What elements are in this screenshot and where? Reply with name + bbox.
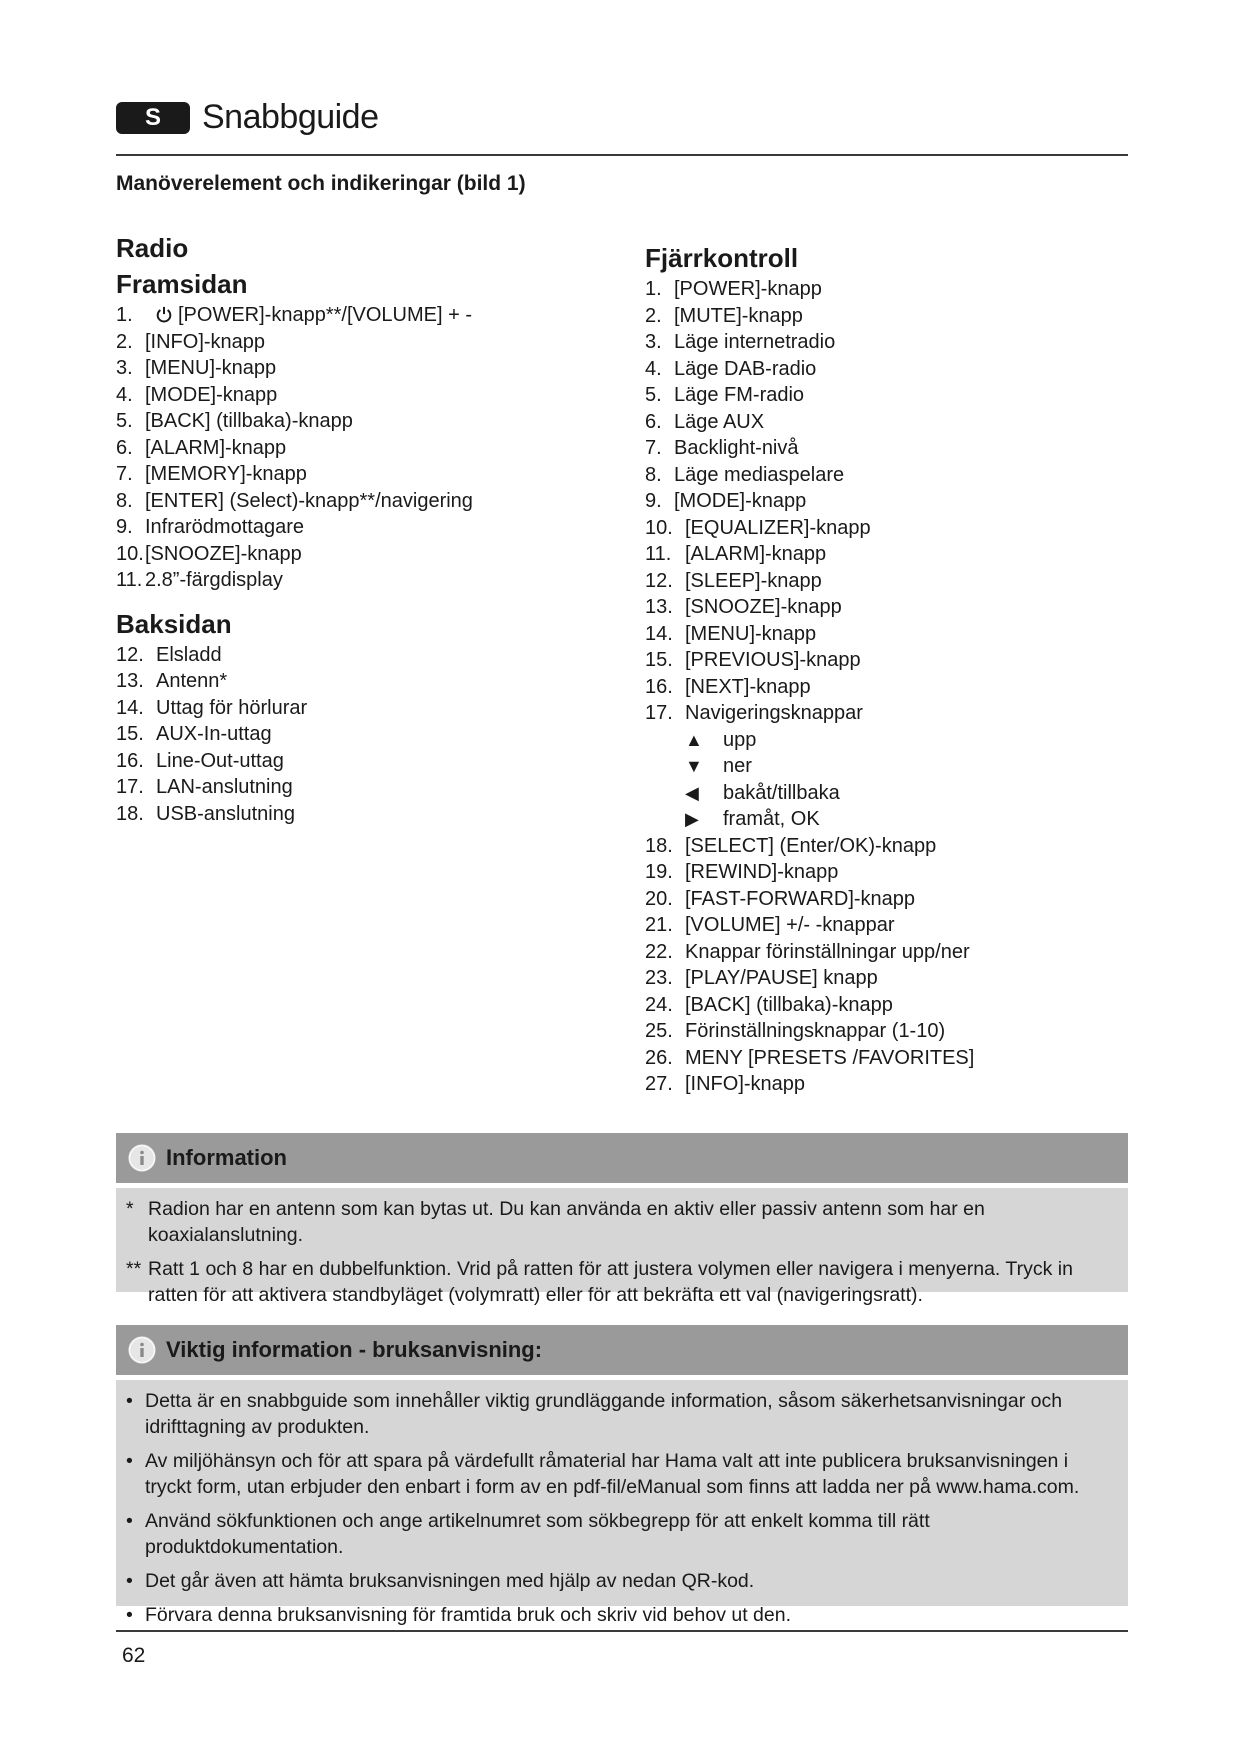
item-label: Knappar förinställningar upp/ner	[685, 940, 970, 963]
item-label: Läge DAB-radio	[674, 357, 817, 380]
item-label: Läge AUX	[674, 410, 765, 433]
page-title: Snabbguide	[202, 98, 379, 136]
list-item	[116, 695, 616, 722]
item-number: 7.	[116, 463, 133, 485]
list-item	[645, 1018, 1125, 1045]
item-number: 2.	[645, 304, 662, 327]
remote-column	[645, 240, 1125, 1098]
item-label: Antenn*	[156, 670, 228, 692]
item-label: [PLAY/PAUSE] knapp	[685, 967, 878, 989]
item-label: [SELECT] (Enter/OK)-knapp	[685, 834, 937, 857]
nav-key-item	[685, 753, 1125, 780]
item-number: 22.	[645, 940, 673, 963]
item-number: 24.	[645, 993, 673, 1016]
item-label: [PREVIOUS]-knapp	[685, 649, 861, 671]
item-number: 12.	[116, 643, 144, 666]
arrow-icon: ▲	[685, 729, 703, 750]
front-list-rest	[116, 329, 616, 594]
note-mark: **	[126, 1258, 142, 1280]
bullet-dot: •	[126, 1510, 133, 1532]
item-label: Infrarödmottagare	[145, 516, 304, 538]
list-item	[645, 435, 1125, 462]
list-item	[645, 886, 1125, 913]
item-label: [BACK] (tillbaka)-knapp	[145, 410, 353, 432]
item-number: 1.	[645, 278, 662, 300]
bullet-dot: •	[126, 1450, 133, 1472]
list-item	[116, 748, 616, 775]
list-item	[645, 568, 1125, 595]
note-text: Ratt 1 och 8 har en dubbelfunktion. Vrid på ratten för att justera volymen eller navigera i menyerna. Tryck in ratten för att aktivera standbyläget (volymratt) eller för att bekräfta ett val (navigeringsratt).	[148, 1258, 1073, 1306]
list-item	[116, 461, 616, 488]
item-label: [SLEEP]-knapp	[685, 569, 822, 592]
note-mark: *	[126, 1198, 134, 1220]
item-label: [POWER]-knapp	[674, 278, 822, 300]
item-number: 15.	[645, 649, 673, 671]
arrow-icon: ◀	[685, 782, 699, 803]
item-label: [NEXT]-knapp	[685, 675, 811, 698]
list-item	[645, 859, 1125, 886]
bullet-text: Det går även att hämta bruksanvisningen med hjälp av nedan QR-kod.	[145, 1570, 755, 1592]
list-item	[645, 409, 1125, 436]
item-label: Läge FM-radio	[674, 384, 805, 406]
item-number: 6.	[645, 410, 662, 433]
nav-key-item	[685, 806, 1125, 833]
item-number: 8.	[645, 463, 662, 486]
remote-list-b	[645, 515, 1125, 727]
item-label: Förinställningsknappar (1-10)	[685, 1020, 946, 1042]
item-label: LAN-anslutning	[156, 776, 293, 798]
list-item	[645, 488, 1125, 515]
item-number: 23.	[645, 967, 673, 989]
item-label: [MENU]-knapp	[145, 357, 277, 379]
item-number: 7.	[645, 437, 662, 459]
item-label: [POWER]-knapp**/[VOLUME] + -	[178, 304, 472, 326]
list-item	[116, 302, 616, 329]
info-box-header	[116, 1133, 1128, 1183]
item-label: [ALARM]-knapp	[685, 543, 827, 565]
nav-key-label: ner	[723, 755, 752, 777]
list-item	[645, 621, 1125, 648]
list-item	[645, 303, 1125, 330]
item-label: [MODE]-knapp	[674, 490, 807, 512]
item-number: 17.	[645, 702, 673, 724]
list-item	[645, 833, 1125, 860]
list-item	[645, 912, 1125, 939]
list-item	[645, 594, 1125, 621]
item-number: 3.	[645, 331, 662, 353]
power-icon	[155, 305, 173, 323]
list-item	[116, 541, 616, 568]
arrow-icon: ▶	[685, 809, 699, 829]
item-number: 13.	[645, 596, 673, 618]
list-item	[645, 382, 1125, 409]
item-label: [VOLUME] +/- -knappar	[685, 914, 895, 936]
nav-key-label: framåt, OK	[723, 808, 820, 830]
item-number: 14.	[116, 696, 144, 719]
item-label: [MODE]-knapp	[145, 383, 278, 406]
language-badge: S	[116, 102, 190, 134]
important-bullet	[126, 1448, 1108, 1500]
info-note	[126, 1196, 1108, 1248]
nav-key-item	[685, 727, 1125, 754]
item-number: 13.	[116, 670, 144, 692]
arrow-icon: ▼	[685, 756, 703, 776]
item-number: 21.	[645, 914, 673, 936]
item-label: [ALARM]-knapp	[145, 436, 287, 459]
bullet-text: Av miljöhänsyn och för att spara på värdefullt råmaterial har Hama valt att inte publicera bruksanvisningen i tryckt form, utan erbjuder den enbart i form av en pdf-fil/eManual som finns att ladda ner på www.hama.com.	[145, 1450, 1080, 1498]
list-item	[645, 276, 1125, 303]
item-number: 1.	[116, 304, 133, 326]
item-number: 4.	[116, 383, 133, 406]
important-bullet	[126, 1568, 1108, 1594]
list-item	[116, 774, 616, 801]
item-label: Uttag för hörlurar	[156, 696, 308, 719]
info-icon	[128, 1336, 156, 1364]
front-heading: Framsidan	[116, 269, 248, 299]
list-item	[116, 567, 616, 594]
item-number: 26.	[645, 1046, 673, 1069]
item-label: MENY [PRESETS /FAVORITES]	[685, 1046, 975, 1069]
important-box-title: Viktig information - bruksanvisning:	[166, 1337, 543, 1362]
info-box-body	[116, 1188, 1128, 1306]
list-item	[645, 965, 1125, 992]
list-item	[116, 668, 616, 695]
item-number: 4.	[645, 357, 662, 380]
bullet-dot: •	[126, 1604, 133, 1626]
important-bullet	[126, 1602, 1108, 1628]
list-item	[645, 541, 1125, 568]
list-item	[645, 647, 1125, 674]
list-item	[645, 1071, 1125, 1098]
important-bullet	[126, 1388, 1108, 1440]
item-number: 14.	[645, 622, 673, 645]
remote-heading: Fjärrkontroll	[645, 243, 799, 273]
footer-divider	[116, 1630, 1128, 1632]
item-number: 10.	[645, 516, 673, 539]
list-item	[116, 514, 616, 541]
item-number: 20.	[645, 887, 673, 910]
item-label: [FAST-FORWARD]-knapp	[685, 887, 916, 910]
item-label: Line-Out-uttag	[156, 749, 284, 772]
item-number: 5.	[645, 384, 662, 406]
info-icon	[128, 1144, 156, 1172]
navigation-keys-list	[645, 727, 1125, 833]
remote-list-c	[645, 833, 1125, 1098]
item-number: 25.	[645, 1020, 673, 1042]
item-number: 27.	[645, 1073, 673, 1095]
list-item	[116, 355, 616, 382]
item-label: [SNOOZE]-knapp	[145, 542, 302, 565]
nav-key-label: bakåt/tillbaka	[723, 781, 840, 804]
item-number: 2.	[116, 330, 133, 353]
remote-list-a	[645, 276, 1125, 515]
list-item	[645, 462, 1125, 489]
list-item	[645, 515, 1125, 542]
item-label: AUX-In-uttag	[156, 723, 272, 745]
radio-heading: Radio	[116, 233, 189, 263]
back-heading: Baksidan	[116, 608, 232, 639]
item-label: 2.8”-färgdisplay	[145, 569, 283, 591]
item-label: USB-anslutning	[156, 802, 295, 825]
item-number: 11.	[116, 569, 143, 591]
back-list	[116, 642, 616, 828]
item-number: 11.	[645, 543, 672, 565]
item-number: 8.	[116, 489, 133, 512]
item-number: 16.	[116, 749, 144, 772]
list-item	[645, 674, 1125, 701]
list-item	[645, 329, 1125, 356]
section-subtitle: Manöverelement och indikeringar (bild 1)	[116, 172, 526, 195]
item-label: Läge internetradio	[674, 331, 836, 353]
list-item	[645, 700, 1125, 727]
list-item	[116, 721, 616, 748]
header	[116, 98, 379, 137]
list-item	[116, 382, 616, 409]
nav-key-label: upp	[723, 728, 757, 751]
list-item	[645, 356, 1125, 383]
list-item	[116, 408, 616, 435]
list-item	[116, 488, 616, 515]
item-label: Backlight-nivå	[674, 437, 799, 459]
item-label: [SNOOZE]-knapp	[685, 596, 842, 618]
item-number: 9.	[645, 490, 662, 512]
front-list	[116, 302, 616, 329]
page-number: 62	[122, 1644, 146, 1667]
list-item	[116, 801, 616, 828]
item-number: 9.	[116, 516, 133, 538]
important-box-body	[116, 1380, 1128, 1626]
item-number: 12.	[645, 569, 673, 592]
list-item	[116, 642, 616, 669]
bullet-dot: •	[126, 1390, 133, 1412]
item-label: [INFO]-knapp	[685, 1073, 806, 1095]
radio-column	[116, 230, 616, 827]
header-divider	[116, 154, 1128, 156]
item-label: Elsladd	[156, 643, 222, 666]
item-number: 16.	[645, 675, 673, 698]
note-text: Radion har en antenn som kan bytas ut. Du kan använda en aktiv eller passiv antenn som har en koaxialanslutning.	[148, 1198, 985, 1246]
list-item	[645, 992, 1125, 1019]
item-number: 18.	[645, 834, 673, 857]
item-label: [MUTE]-knapp	[674, 304, 803, 327]
item-number: 6.	[116, 436, 133, 459]
list-item	[116, 329, 616, 356]
item-number: 3.	[116, 357, 133, 379]
bullet-dot: •	[126, 1570, 133, 1592]
item-number: 10.	[116, 542, 144, 565]
item-number: 18.	[116, 802, 144, 825]
item-label: [ENTER] (Select)-knapp**/navigering	[145, 489, 473, 512]
item-label: [EQUALIZER]-knapp	[685, 516, 871, 539]
list-item	[116, 435, 616, 462]
item-number: 5.	[116, 410, 133, 432]
item-label: [INFO]-knapp	[145, 330, 266, 353]
bullet-text: Förvara denna bruksanvisning för framtida bruk och skriv vid behov ut den.	[145, 1604, 791, 1626]
item-label: [MEMORY]-knapp	[145, 463, 307, 485]
item-label: Navigeringsknappar	[685, 702, 863, 724]
item-number: 19.	[645, 861, 673, 883]
item-label: Läge mediaspelare	[674, 463, 845, 486]
important-bullet	[126, 1508, 1108, 1560]
list-item	[645, 939, 1125, 966]
item-label: [REWIND]-knapp	[685, 861, 839, 883]
bullet-text: Detta är en snabbguide som innehåller viktig grundläggande information, såsom säkerhetsanvisningar och idrifttagning av produkten.	[145, 1390, 1063, 1438]
item-number: 15.	[116, 723, 144, 745]
info-box-title: Information	[166, 1145, 287, 1170]
bullet-text: Använd sökfunktionen och ange artikelnumret som sökbegrepp för att enkelt komma till rätt produktdokumentation.	[145, 1510, 930, 1558]
nav-key-item	[685, 780, 1125, 807]
item-number: 17.	[116, 776, 144, 798]
info-note	[126, 1256, 1108, 1308]
item-label: [MENU]-knapp	[685, 622, 817, 645]
item-label: [BACK] (tillbaka)-knapp	[685, 993, 893, 1016]
important-box-header	[116, 1325, 1128, 1375]
list-item	[645, 1045, 1125, 1072]
